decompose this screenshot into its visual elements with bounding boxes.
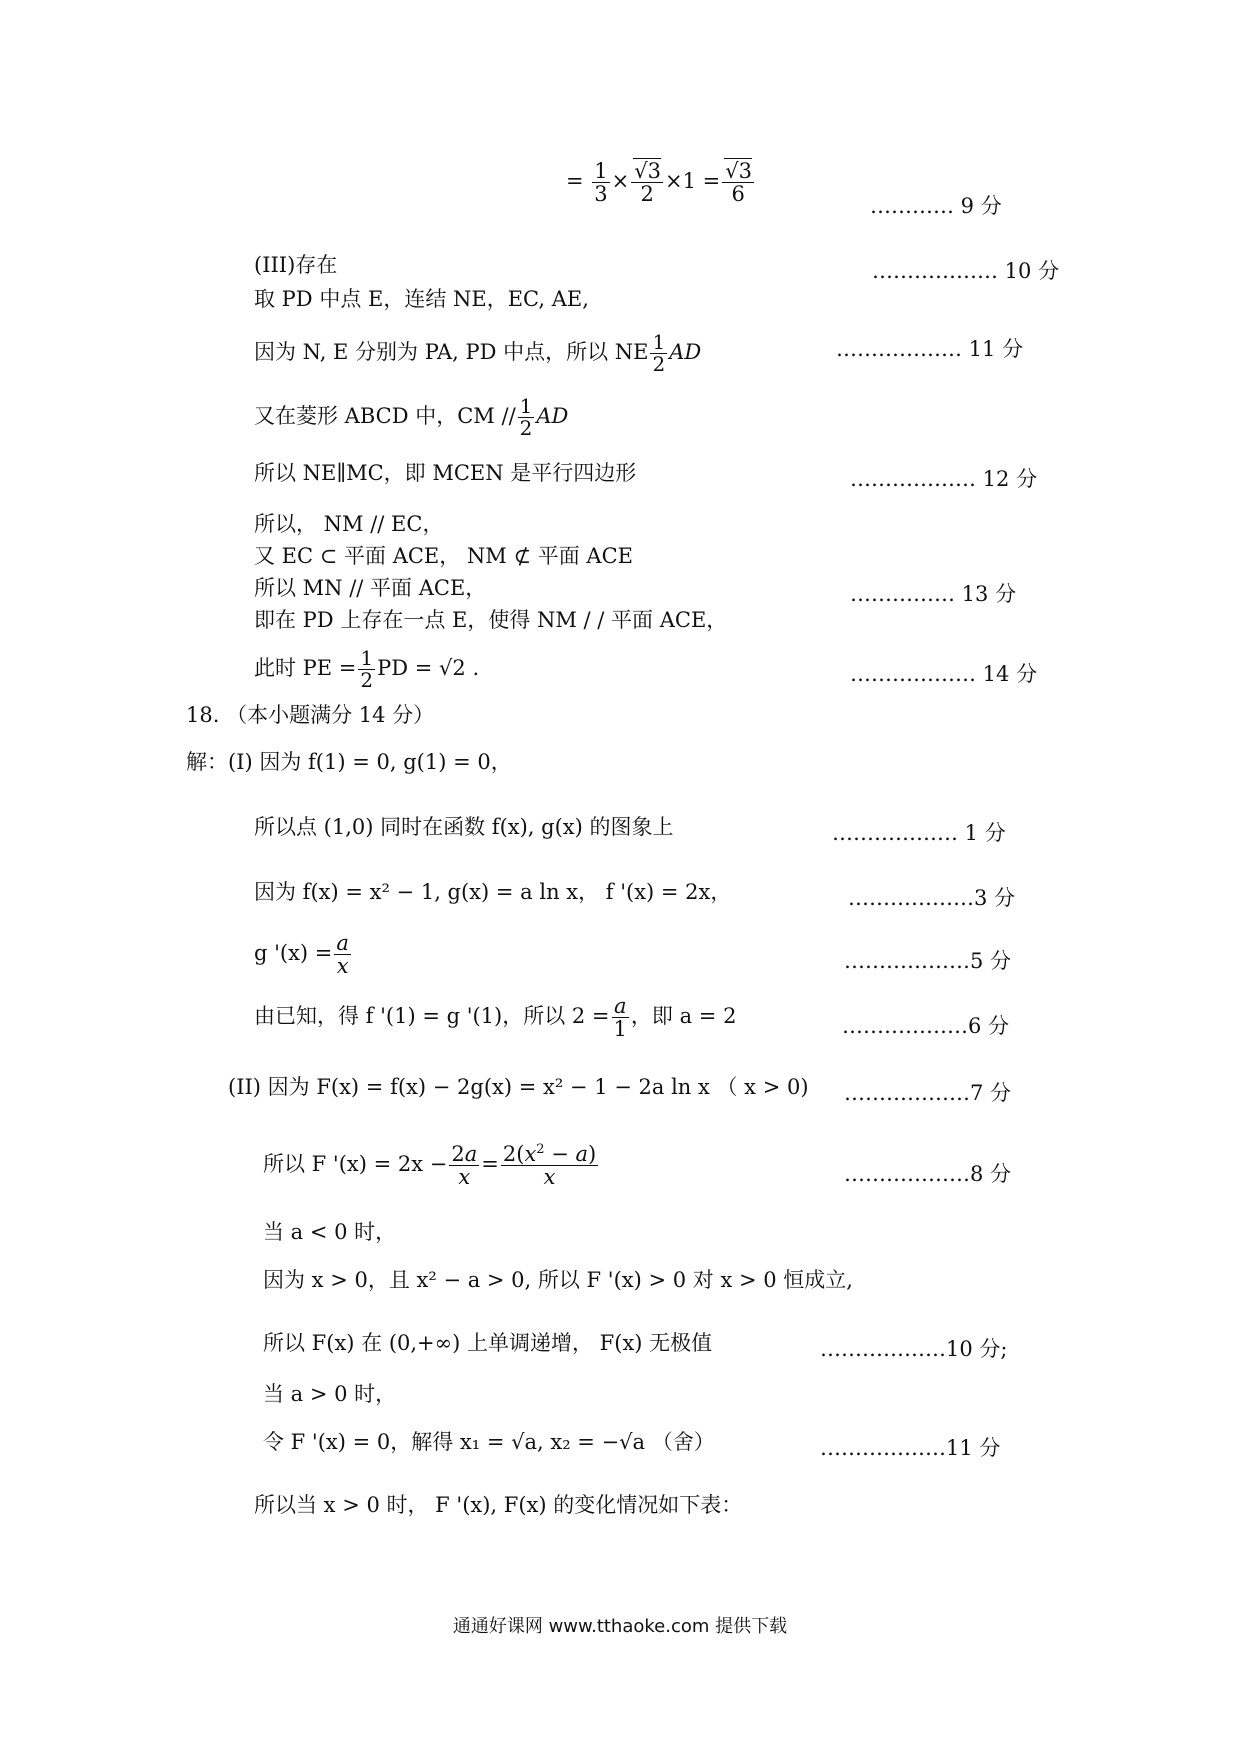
score-14: ……………… 14 分	[850, 662, 1038, 686]
table-intro: 所以当 x > 0 时， F '(x), F(x) 的变化情况如下表：	[254, 1493, 743, 1517]
function-defs: 因为 f(x) = x² − 1, g(x) = a ln x， f '(x) = 2x，	[254, 880, 732, 904]
known-condition: 由已知，得 f '(1) = g '(1)，所以 2 = $\frac{a}{1}$ ，即 a = 2	[254, 994, 737, 1042]
midpoint-reason: 因为 N, E 分别为 PA, PD 中点，所以 NE $\frac{1}{2}$ AD	[254, 330, 702, 376]
part3-exists: (III)存在	[254, 253, 338, 277]
score-9: ………… 9 分	[870, 194, 1002, 218]
mn-parallel-plane: 所以 MN // 平面 ACE，	[254, 576, 487, 600]
score-10b: ………………10 分;	[820, 1337, 1008, 1361]
score-7: ………………7 分	[844, 1081, 1012, 1105]
score-12: ……………… 12 分	[850, 467, 1038, 491]
rhombus-line: 又在菱形 ABCD 中，CM // $\frac{1}{2}$ AD	[254, 394, 569, 440]
score-6: ………………6 分	[842, 1014, 1010, 1038]
part2-definition: (II) 因为 F(x) = f(x) − 2g(x) = x² − 1 − 2a ln x （ x > 0)	[228, 1075, 809, 1099]
critical-points: 令 F '(x) = 0，解得 x₁ = √a, x₂ = −√a （舍）	[263, 1430, 715, 1454]
pe-equation: 此时 PE = $\frac{1}{2}$ PD = √2 .	[254, 646, 480, 692]
score-13: …………… 13 分	[850, 582, 1017, 606]
case-a-positive: 当 a > 0 时，	[263, 1382, 397, 1406]
g-prime: g '(x) = $\frac{a}{x}$	[254, 931, 349, 979]
point-on-graphs: 所以点 (1,0) 同时在函数 f(x), g(x) 的图象上	[254, 815, 674, 839]
derivative-line: 所以 F '(x) = 2x − $\frac{2a}{x}$ = $\frac{2(x^2 - a)}{x}$	[263, 1142, 597, 1190]
score-3: ………………3 分	[848, 886, 1016, 910]
score-10: ……………… 10 分	[872, 259, 1060, 283]
parallelogram-line: 所以 NE∥MC，即 MCEN 是平行四边形	[254, 461, 637, 485]
take-midpoint: 取 PD 中点 E，连结 NE，EC, AE,	[254, 287, 589, 311]
score-1: ……………… 1 分	[832, 821, 1006, 845]
ec-in-plane: 又 EC ⊂ 平面 ACE， NM ⊄ 平面 ACE	[254, 544, 633, 568]
score-8: ………………8 分	[844, 1162, 1012, 1186]
score-11: ……………… 11 分	[836, 337, 1024, 361]
score-5: ………………5 分	[844, 949, 1012, 973]
page-footer: 通通好课网 www.tthaoke.com 提供下载	[452, 1616, 788, 1637]
monotone-line: 所以 F(x) 在 (0,+∞) 上单调递增， F(x) 无极值	[263, 1331, 713, 1355]
equation-volume: = $\frac{1}{3}$ × $\frac{√3}{2}$ ×1 = $\frac{√3}{6}$	[566, 159, 752, 207]
question-18-header: 18. （本小题满分 14 分）	[186, 703, 435, 727]
case-a-negative: 当 a < 0 时，	[263, 1220, 397, 1244]
nm-parallel-ec: 所以， NM // EC，	[254, 512, 444, 536]
score-11b: ………………11 分	[820, 1436, 1001, 1460]
positivity-reason: 因为 x > 0，且 x² − a > 0, 所以 F '(x) > 0 对 x > 0 恒成立,	[263, 1268, 853, 1292]
point-on-pd: 即在 PD 上存在一点 E，使得 NM / / 平面 ACE，	[254, 608, 728, 632]
solution-part1-head: 解：(I) 因为 f(1) = 0, g(1) = 0，	[186, 750, 512, 774]
